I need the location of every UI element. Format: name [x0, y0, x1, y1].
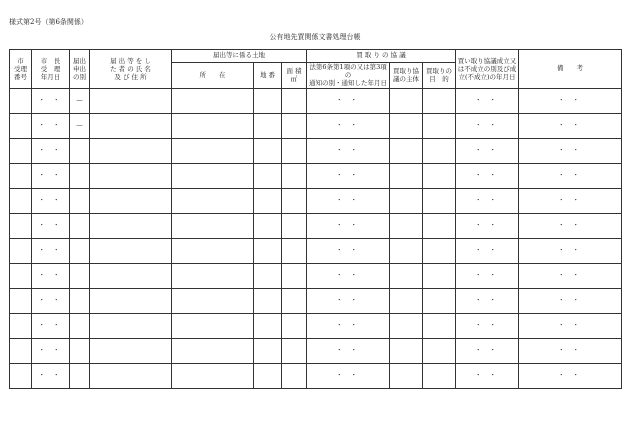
header-line: 通知の別・通知した年月日 [309, 79, 388, 88]
cell-land-location[interactable] [172, 88, 254, 113]
header-line: 受 理 [40, 64, 61, 73]
cell-agreement-date[interactable]: ・ ・ [456, 288, 519, 313]
cell-land-area[interactable] [282, 363, 307, 388]
cell-purchase-party[interactable] [390, 263, 423, 288]
cell-notice-type[interactable] [70, 338, 90, 363]
cell-notice-type[interactable] [70, 263, 90, 288]
cell-purchase-party[interactable] [390, 188, 423, 213]
cell-reception-date[interactable]: ・ ・ [32, 338, 70, 363]
cell-purchase-party[interactable] [390, 238, 423, 263]
cell-reception-no[interactable] [10, 288, 32, 313]
cell-remarks[interactable]: ・ ・ [519, 113, 622, 138]
cell-land-location[interactable] [172, 313, 254, 338]
header-line: ㎡ [290, 75, 298, 84]
cell-reception-date[interactable]: ・ ・ [32, 138, 70, 163]
cell-land-lot-no[interactable] [254, 113, 282, 138]
cell-land-location[interactable] [172, 363, 254, 388]
cell-agreement-date[interactable]: ・ ・ [456, 138, 519, 163]
header-purchase-purpose-text [426, 67, 452, 83]
cell-land-location[interactable] [172, 163, 254, 188]
cell-notifier[interactable] [90, 313, 172, 338]
table-row [10, 163, 622, 188]
cell-remarks[interactable]: ・ ・ [519, 313, 622, 338]
cell-notice-type[interactable] [70, 313, 90, 338]
cell-purchase-purpose[interactable] [423, 263, 456, 288]
cell-notifier[interactable] [90, 88, 172, 113]
cell-agreement-date[interactable]: ・ ・ [456, 163, 519, 188]
cell-notifier[interactable] [90, 188, 172, 213]
cell-reception-no[interactable] [10, 238, 32, 263]
cell-agreement-date[interactable]: ・ ・ [456, 238, 519, 263]
cell-purchase-party[interactable] [390, 113, 423, 138]
cell-reception-date[interactable]: ・ ・ [32, 363, 70, 388]
cell-reception-no[interactable] [10, 313, 32, 338]
cell-reception-date[interactable]: ・ ・ [32, 313, 70, 338]
header-line: 及 び 住 所 [114, 72, 147, 81]
header-line: 番号 [14, 72, 27, 81]
cell-reception-date[interactable]: ・ ・ [32, 188, 70, 213]
header-line: 届出 [73, 56, 86, 65]
cell-land-area[interactable] [282, 188, 307, 213]
cell-purchase-purpose[interactable] [423, 213, 456, 238]
header-line: 受理 [14, 64, 27, 73]
cell-purchase-notice[interactable]: ・ ・ [307, 188, 390, 213]
cell-notifier[interactable] [90, 263, 172, 288]
cell-remarks[interactable]: ・ ・ [519, 88, 622, 113]
cell-purchase-purpose[interactable] [423, 313, 456, 338]
cell-purchase-notice[interactable]: ・ ・ [307, 338, 390, 363]
cell-reception-no[interactable] [10, 213, 32, 238]
cell-purchase-purpose[interactable] [423, 363, 456, 388]
cell-purchase-purpose[interactable] [423, 188, 456, 213]
header-line: は不成立の別及び成 [457, 64, 517, 73]
cell-reception-date[interactable]: ・ ・ [32, 213, 70, 238]
cell-land-area[interactable] [282, 213, 307, 238]
ledger-table [9, 49, 622, 389]
header-line: 立(不成立)の年月日 [458, 72, 516, 81]
header-reception-date [32, 50, 70, 89]
cell-land-location[interactable] [172, 263, 254, 288]
cell-land-lot-no[interactable] [254, 263, 282, 288]
cell-reception-date[interactable]: ・ ・ [32, 238, 70, 263]
cell-purchase-party[interactable] [390, 163, 423, 188]
cell-agreement-date[interactable]: ・ ・ [456, 263, 519, 288]
cell-land-lot-no[interactable] [254, 288, 282, 313]
table-row [10, 138, 622, 163]
cell-purchase-notice[interactable]: ・ ・ [307, 113, 390, 138]
cell-land-location[interactable] [172, 113, 254, 138]
cell-purchase-party[interactable] [390, 338, 423, 363]
header-line: 買取りの [426, 67, 453, 76]
table-row [10, 113, 622, 138]
cell-remarks[interactable]: ・ ・ [519, 238, 622, 263]
cell-reception-no[interactable] [10, 363, 32, 388]
cell-reception-date[interactable]: ・ ・ [32, 163, 70, 188]
header-notifier-text [110, 57, 151, 81]
header-agreement-date [456, 50, 519, 89]
header-land-area [282, 63, 307, 89]
cell-remarks[interactable]: ・ ・ [519, 163, 622, 188]
header-line: 年月日 [40, 72, 61, 81]
table-row [10, 188, 622, 213]
header-land-area-text [286, 67, 301, 83]
cell-reception-date[interactable]: ・ ・ [32, 288, 70, 313]
header-notice-type-text [73, 57, 86, 81]
cell-notifier[interactable] [90, 338, 172, 363]
table-row [10, 363, 622, 388]
cell-purchase-notice[interactable]: ・ ・ [307, 288, 390, 313]
cell-land-lot-no[interactable] [254, 188, 282, 213]
header-purchase-party [390, 63, 423, 89]
cell-land-area[interactable] [282, 163, 307, 188]
cell-purchase-notice[interactable]: ・ ・ [307, 213, 390, 238]
document-title: 公有地先買関係文書処理台帳 [269, 33, 361, 41]
cell-remarks[interactable]: ・ ・ [519, 288, 622, 313]
cell-land-area[interactable] [282, 238, 307, 263]
cell-land-lot-no[interactable] [254, 238, 282, 263]
cell-agreement-date[interactable]: ・ ・ [456, 88, 519, 113]
cell-agreement-date[interactable]: ・ ・ [456, 113, 519, 138]
cell-remarks[interactable]: ・ ・ [519, 263, 622, 288]
cell-land-area[interactable] [282, 338, 307, 363]
cell-notifier[interactable] [90, 213, 172, 238]
header-reception-no [10, 50, 32, 89]
header-land-group: 届出等に係る土地 [172, 50, 307, 63]
cell-land-location[interactable] [172, 338, 254, 363]
cell-land-area[interactable] [282, 88, 307, 113]
cell-land-lot-no[interactable] [254, 88, 282, 113]
table-row [10, 338, 622, 363]
cell-reception-date[interactable]: ・ ・ [32, 88, 70, 113]
cell-land-area[interactable] [282, 313, 307, 338]
cell-land-location[interactable] [172, 213, 254, 238]
cell-purchase-purpose[interactable] [423, 138, 456, 163]
table-row [10, 313, 622, 338]
header-line: た 者 の 氏 名 [110, 64, 151, 73]
header-line: 買い取り協議成立又 [457, 56, 517, 65]
cell-notifier[interactable] [90, 163, 172, 188]
header-land-location: 所 在 [172, 63, 254, 89]
cell-land-lot-no[interactable] [254, 213, 282, 238]
header-purchase-group: 買 取 り の 協 議 [307, 50, 456, 63]
cell-land-lot-no[interactable] [254, 163, 282, 188]
header-purchase-party-text [393, 67, 419, 83]
header-line: 届 出 等 を し [110, 56, 151, 65]
cell-purchase-party[interactable] [390, 138, 423, 163]
header-reception-date-text [41, 57, 61, 81]
cell-reception-no[interactable] [10, 163, 32, 188]
cell-land-area[interactable] [282, 263, 307, 288]
table-row [10, 88, 622, 113]
cell-remarks[interactable]: ・ ・ [519, 213, 622, 238]
cell-land-lot-no[interactable] [254, 138, 282, 163]
cell-notifier[interactable] [90, 238, 172, 263]
cell-purchase-notice[interactable]: ・ ・ [307, 238, 390, 263]
cell-notifier[interactable] [90, 288, 172, 313]
cell-land-lot-no[interactable] [254, 363, 282, 388]
form-number-label: 様式第2号（第6条関係） [9, 18, 88, 26]
ledger-body [10, 88, 622, 388]
header-line: 法第6条第1項の又は第3項の [309, 63, 387, 80]
header-land-lot-no: 地 番 [254, 63, 282, 89]
cell-purchase-notice[interactable]: ・ ・ [307, 263, 390, 288]
cell-land-area[interactable] [282, 288, 307, 313]
cell-agreement-date[interactable]: ・ ・ [456, 188, 519, 213]
header-line: 面 積 [286, 67, 302, 76]
cell-remarks[interactable]: ・ ・ [519, 138, 622, 163]
cell-land-location[interactable] [172, 138, 254, 163]
header-line: 市 [17, 56, 24, 65]
cell-purchase-purpose[interactable] [423, 338, 456, 363]
cell-notice-type[interactable]: — [70, 113, 90, 138]
cell-notifier[interactable] [90, 113, 172, 138]
cell-remarks[interactable]: ・ ・ [519, 188, 622, 213]
header-line: の別 [73, 72, 86, 81]
cell-notice-type[interactable] [70, 163, 90, 188]
header-reception-no-text [14, 57, 27, 81]
cell-agreement-date[interactable]: ・ ・ [456, 338, 519, 363]
header-notice-type [70, 50, 90, 89]
cell-remarks[interactable]: ・ ・ [519, 338, 622, 363]
table-row [10, 213, 622, 238]
cell-purchase-notice[interactable]: ・ ・ [307, 138, 390, 163]
cell-land-lot-no[interactable] [254, 338, 282, 363]
cell-agreement-date[interactable]: ・ ・ [456, 313, 519, 338]
cell-reception-no[interactable] [10, 188, 32, 213]
header-purchase-notice-text [307, 63, 389, 87]
header-line: 目 的 [429, 75, 449, 84]
cell-remarks[interactable]: ・ ・ [519, 363, 622, 388]
cell-purchase-party[interactable] [390, 363, 423, 388]
cell-notice-type[interactable]: — [70, 88, 90, 113]
header-line: 議の主体 [393, 75, 420, 84]
cell-land-lot-no[interactable] [254, 313, 282, 338]
cell-purchase-party[interactable] [390, 213, 423, 238]
cell-reception-no[interactable] [10, 138, 32, 163]
cell-land-area[interactable] [282, 113, 307, 138]
cell-agreement-date[interactable]: ・ ・ [456, 363, 519, 388]
cell-purchase-party[interactable] [390, 313, 423, 338]
cell-notice-type[interactable] [70, 288, 90, 313]
table-row [10, 263, 622, 288]
header-purchase-notice [307, 63, 390, 89]
cell-notice-type[interactable] [70, 188, 90, 213]
cell-purchase-notice[interactable]: ・ ・ [307, 88, 390, 113]
cell-purchase-purpose[interactable] [423, 88, 456, 113]
cell-purchase-party[interactable] [390, 88, 423, 113]
cell-land-location[interactable] [172, 288, 254, 313]
cell-reception-no[interactable] [10, 338, 32, 363]
cell-purchase-purpose[interactable] [423, 163, 456, 188]
cell-land-location[interactable] [172, 238, 254, 263]
cell-reception-date[interactable]: ・ ・ [32, 263, 70, 288]
cell-agreement-date[interactable]: ・ ・ [456, 213, 519, 238]
cell-purchase-purpose[interactable] [423, 238, 456, 263]
cell-purchase-notice[interactable]: ・ ・ [307, 313, 390, 338]
header-line: 申出 [73, 64, 86, 73]
cell-notifier[interactable] [90, 138, 172, 163]
cell-purchase-notice[interactable]: ・ ・ [307, 363, 390, 388]
cell-notice-type[interactable] [70, 363, 90, 388]
header-line: 市 長 [40, 56, 61, 65]
cell-notifier[interactable] [90, 363, 172, 388]
header-remarks: 備 考 [519, 50, 622, 89]
table-row [10, 238, 622, 263]
cell-purchase-purpose[interactable] [423, 113, 456, 138]
cell-purchase-party[interactable] [390, 288, 423, 313]
cell-purchase-notice[interactable]: ・ ・ [307, 163, 390, 188]
cell-reception-no[interactable] [10, 88, 32, 113]
header-purchase-purpose [423, 63, 456, 89]
cell-reception-no[interactable] [10, 263, 32, 288]
cell-reception-date[interactable]: ・ ・ [32, 113, 70, 138]
header-notifier [90, 50, 172, 89]
cell-notice-type[interactable] [70, 238, 90, 263]
cell-land-location[interactable] [172, 188, 254, 213]
cell-reception-no[interactable] [10, 113, 32, 138]
header-line: 買取り協 [393, 67, 420, 76]
header-agreement-date-text [458, 57, 517, 81]
cell-purchase-purpose[interactable] [423, 288, 456, 313]
cell-notice-type[interactable] [70, 138, 90, 163]
cell-land-area[interactable] [282, 138, 307, 163]
table-row [10, 288, 622, 313]
cell-notice-type[interactable] [70, 213, 90, 238]
